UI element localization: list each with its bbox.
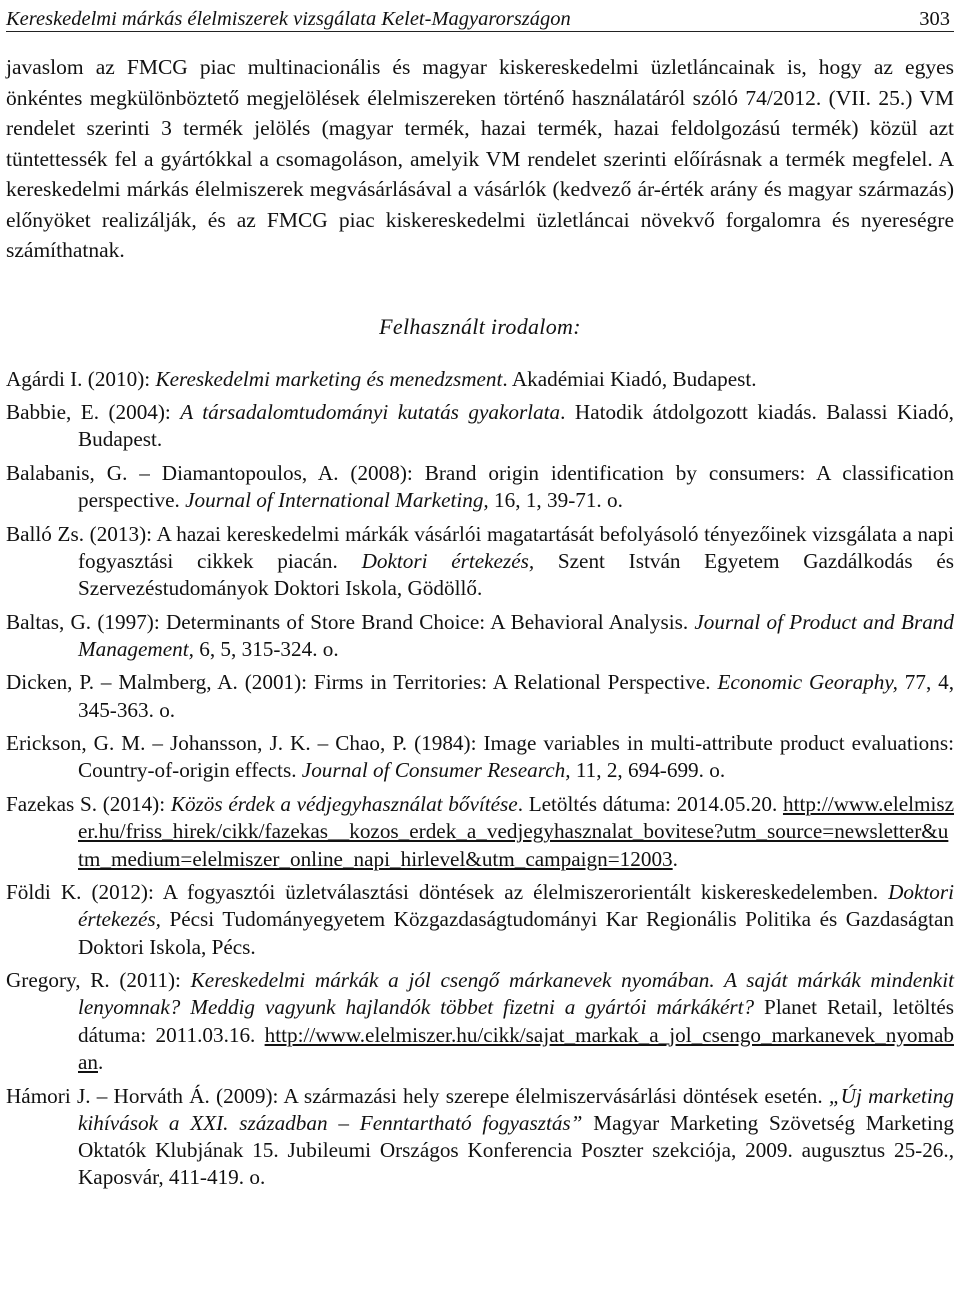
- reference-item: Babbie, E. (2004): A társadalomtudományi kutatás gyakorlata. Hatodik átdolgozott kiadás. Balassi Kiadó, Budapest.: [6, 399, 954, 452]
- reference-item: Erickson, G. M. – Johansson, J. K. – Chao, P. (1984): Image variables in multi-attribute product evaluations: Country-of-origin effects. Journal of Consumer Research, 11, 2, 694-699. o.: [6, 731, 954, 783]
- reference-item: Gregory, R. (2011): Kereskedelmi márkák a jól csengő márkanevek nyomában. A saját márkák mindenkit lenyomnak? Meddig vagyunk hajlandók többet fizetni a gyártói márkákért? Planet Retail, letöltés dátuma: 2011.03.16. http://www.elelmiszer.hu/cikk/sajat_markak_a_jol_csengo_markanevek_nyomaban.: [6, 968, 954, 1075]
- running-title: Kereskedelmi márkás élelmiszerek vizsgálata Kelet-Magyarországon: [6, 8, 571, 30]
- reference-item: Baltas, G. (1997): Determinants of Store Brand Choice: A Behavioral Analysis. Journal of Product and Brand Management, 6, 5, 315-324. o.: [6, 609, 954, 661]
- body-paragraph: javaslom az FMCG piac multinacionális és magyar kiskereskedelmi üzletláncainak is, hogy az egyes önkéntes megkülönböztető megjelölések élelmiszereken történő használatáról szóló 74/2012. (VII. 25.) VM rendelet szerinti 3 termék jelölés (magyar termék, hazai termék, hazai feldolgozású termék) közül azt tüntettessék fel a gyártókkal a csomagoláson, amelyik VM rendelet szerinti előírásnak a termék megfelel. A kereskedelmi márkás élelmiszerek megvásárlásával a vásárlók (kedvező ár-érték arány és magyar származás) előnyöket realizálják, és az FMCG piac kiskereskedelmi üzletláncai növekvő forgalomra és nyereségre számíthatnak.: [6, 55, 954, 262]
- section-title: Felhasznált irodalom:: [379, 313, 581, 339]
- reference-item: Fazekas S. (2014): Közös érdek a védjegyhasználat bővítése. Letöltés dátuma: 2014.05.20. http://www.elelmiszer.hu/friss_hirek/cikk/fazekas__kozos_erdek_a_vedjegyhasznalat_bovitese?utm_source=newsletter&utm_medium=elelmiszer_online_napi_hirlevel&utm_campaign=12003.: [6, 791, 955, 871]
- reference-link[interactable]: http://www.elelmiszer.hu/friss_hirek/cikk/fazekas__kozos_erdek_a_vedjegyhasznalat_bovitese?utm_source=newsletter&utm_medium=elelmiszer_online_napi_hirlevel&utm_campaign=12003: [78, 791, 955, 871]
- running-header: [6, 0, 954, 32]
- page-number: 303: [919, 8, 950, 30]
- reference-item: Balabanis, G. – Diamantopoulos, A. (2008): Brand origin identification by consumers: A classification perspective. Journal of International Marketing, 16, 1, 39-71. o.: [6, 460, 954, 513]
- reference-item: Balló Zs. (2013): A hazai kereskedelmi márkák vásárlói magatartását befolyásoló tényezőinek vizsgálata a napi fogyasztási cikkek piacán. Doktori értekezés, Szent István Egyetem Gazdálkodás és Szervezéstudományok Doktori Iskola, Gödöllő.: [6, 521, 954, 601]
- document-page: [6, 0, 954, 1198]
- reference-item: Hámori J. – Horváth Á. (2009): A származási hely szerepe élelmiszervásárlási döntések esetén. „Új marketing kihívások a XXI. században – Fenntartható fogyasztás” Magyar Marketing Szövetség Marketing Oktatók Klubjának 15. Jubileumi Országos Konferencia Poszter szekciója, 2009. augusztus 25-26., Kaposvár, 411-419. o.: [6, 1083, 954, 1190]
- reference-item: Agárdi I. (2010): Kereskedelmi marketing és menedzsment. Akadémiai Kiadó, Budapest.: [6, 366, 757, 391]
- reference-item: Dicken, P. – Malmberg, A. (2001): Firms in Territories: A Relational Perspective. Economic Georaphy, 77, 4, 345-363. o.: [6, 670, 954, 722]
- reference-list: [6, 366, 954, 1192]
- reference-link[interactable]: http://www.elelmiszer.hu/cikk/sajat_markak_a_jol_csengo_markanevek_nyomaban: [78, 1022, 954, 1075]
- reference-item: Földi K. (2012): A fogyasztói üzletválasztási döntések az élelmiszerorientált kiskereskedelemben. Doktori értekezés, Pécsi Tudományegyetem Közgazdaságtudományi Kar Regionális Politika és Gazdaságtan Doktori Iskola, Pécs.: [6, 880, 954, 959]
